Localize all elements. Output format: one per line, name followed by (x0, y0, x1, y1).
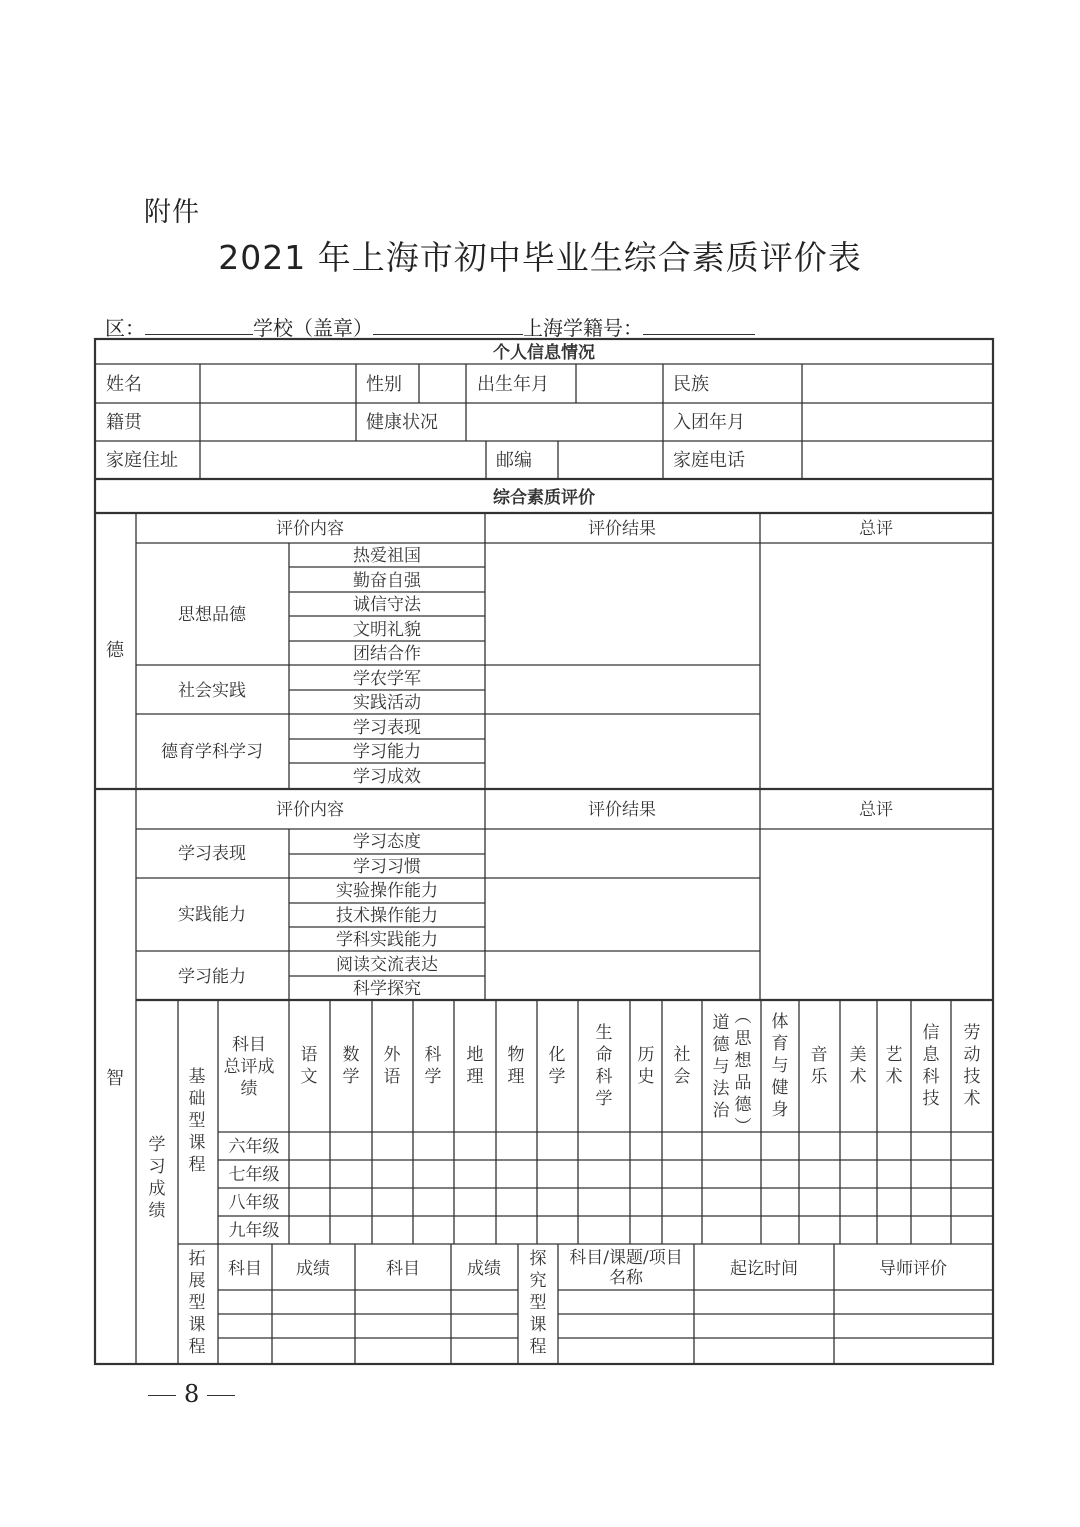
extended-courses-label: 拓展型课程 (188, 1249, 206, 1357)
subject-overall-header: 科目总评成绩 (223, 1035, 275, 1099)
de-item: 学习表现 (353, 718, 421, 738)
address-label: 家庭住址 (106, 450, 178, 471)
de-item: 勤奋自强 (353, 571, 421, 591)
zhi-item: 技术操作能力 (336, 906, 438, 926)
subject-header-12: 音乐 (810, 1045, 828, 1087)
subject-header-1: 数学 (342, 1045, 360, 1087)
name-label: 姓名 (106, 374, 142, 395)
birth-label: 出生年月 (477, 374, 549, 395)
inquiry-courses-label: 探究型课程 (529, 1249, 547, 1357)
subject-header-4: 地理 (466, 1045, 484, 1087)
grade-year-7: 七年级 (228, 1165, 280, 1185)
zhi-item: 学习态度 (353, 832, 421, 852)
zhi-section-label: 智 (106, 1068, 124, 1089)
de-item: 学习成效 (353, 767, 421, 787)
zhi-item: 学习习惯 (353, 857, 421, 877)
zhi-group-performance: 学习表现 (178, 844, 246, 864)
student-id-label: 上海学籍号： (523, 316, 643, 340)
zhi-group-practice: 实践能力 (178, 905, 246, 925)
grade-year-6: 六年级 (228, 1137, 280, 1157)
subject-header-0: 语文 (300, 1045, 318, 1087)
form-title: 2021 年上海市初中毕业生综合素质评价表 (218, 238, 862, 277)
gender-label: 性别 (366, 374, 402, 395)
de-item: 学习能力 (353, 742, 421, 762)
zhi-result-header: 评价结果 (588, 800, 656, 820)
de-group-social-practice: 社会实践 (178, 681, 246, 701)
de-item: 实践活动 (353, 693, 421, 713)
subject-header-14: 艺术 (885, 1045, 903, 1087)
subject-header-9: 社会 (673, 1045, 691, 1087)
subject-header-11: 体育与健身 (771, 1012, 789, 1120)
project-name-header: 科目/课题/项目名称 (569, 1248, 683, 1288)
period-header: 起讫时间 (730, 1259, 798, 1279)
learning-results-label: 学习成绩 (148, 1135, 166, 1221)
extended-score-header-2: 成绩 (467, 1259, 501, 1279)
zhi-item: 实验操作能力 (336, 881, 438, 901)
school-label: 学校（盖章） (253, 316, 373, 340)
de-item: 热爱祖国 (353, 546, 421, 566)
subject-header-7: 生命科学 (595, 1023, 613, 1109)
de-overall-header: 总评 (859, 519, 893, 539)
zhi-content-header: 评价内容 (276, 800, 344, 820)
zhi-item: 学科实践能力 (336, 930, 438, 950)
ethnicity-label: 民族 (673, 374, 709, 395)
zhi-overall-header: 总评 (859, 800, 893, 820)
subject-header-5: 物理 (507, 1045, 525, 1087)
district-label: 区： (105, 316, 145, 340)
de-item: 团结合作 (353, 644, 421, 664)
subject-header-8: 历史 (637, 1045, 655, 1087)
health-label: 健康状况 (366, 412, 438, 433)
grade-year-9: 九年级 (228, 1221, 280, 1241)
zhi-item: 科学探究 (353, 979, 421, 999)
de-content-header: 评价内容 (276, 519, 344, 539)
page-dash-right (207, 1395, 235, 1396)
subject-header-13: 美术 (849, 1045, 867, 1087)
subject-header-2: 外语 (383, 1045, 401, 1087)
origin-label: 籍贯 (106, 412, 142, 433)
page-number (140, 1380, 243, 1408)
subject-header-10: 道德与法治 (712, 1013, 730, 1121)
de-item: 文明礼貌 (353, 620, 421, 640)
page-dash-left (148, 1395, 176, 1396)
page-number-value: 8 (184, 1380, 200, 1408)
annex-label: 附件 (144, 197, 200, 228)
subject-header-15: 信息科技 (922, 1023, 940, 1109)
postcode-label: 邮编 (496, 450, 532, 471)
evaluation-section-title: 综合素质评价 (493, 488, 595, 508)
phone-label: 家庭电话 (673, 450, 745, 471)
basic-courses-label: 基础型课程 (188, 1067, 206, 1175)
grade-year-8: 八年级 (228, 1193, 280, 1213)
subject-header-10-note: ︵思想品德︶ (734, 1007, 752, 1137)
de-item: 学农学军 (353, 669, 421, 689)
subject-header-6: 化学 (548, 1045, 566, 1087)
extended-subject-header: 科目 (228, 1259, 262, 1279)
de-group-ideology: 思想品德 (178, 605, 246, 625)
league-label: 入团年月 (673, 412, 745, 433)
zhi-group-ability: 学习能力 (178, 967, 246, 987)
de-section-label: 德 (106, 640, 124, 661)
personal-section-title: 个人信息情况 (493, 343, 595, 363)
de-group-moral-study: 德育学科学习 (161, 742, 263, 762)
subject-header-16: 劳动技术 (963, 1023, 981, 1109)
extended-score-header: 成绩 (296, 1259, 330, 1279)
subject-header-3: 科学 (424, 1045, 442, 1087)
zhi-item: 阅读交流表达 (336, 955, 438, 975)
de-item: 诚信守法 (353, 595, 421, 615)
de-result-header: 评价结果 (588, 519, 656, 539)
extended-subject-header-2: 科目 (386, 1259, 420, 1279)
mentor-header: 导师评价 (879, 1259, 947, 1279)
